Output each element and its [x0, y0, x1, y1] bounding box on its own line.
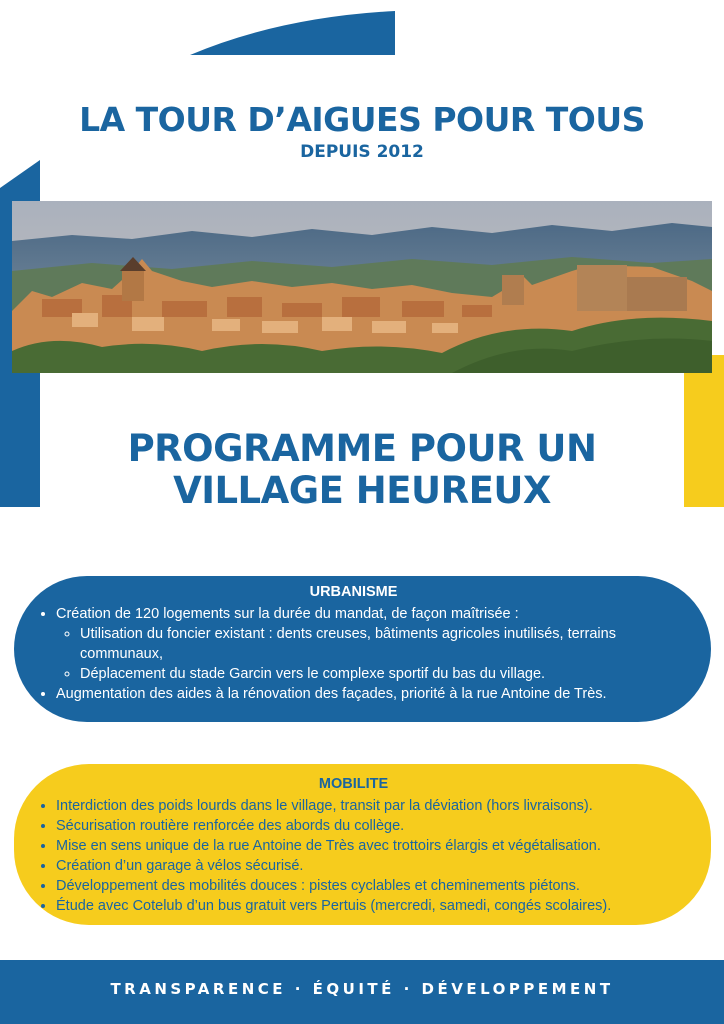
list-item: ◦ Utilisation du foncier existant : dents creuses, bâtiments agricoles inutilisés, terrains communaux,: [80, 624, 671, 664]
urbanisme-sublist: [56, 624, 671, 684]
programme-title-line-1: PROGRAMME POUR UN: [127, 427, 597, 470]
top-decorative-shape: [190, 11, 395, 55]
mobilite-panel: [14, 764, 711, 925]
list-item: [56, 604, 671, 684]
footer-banner: [0, 960, 724, 1024]
urbanisme-panel: [14, 576, 711, 722]
urbanisme-title: URBANISME: [309, 584, 398, 600]
urbanisme-item-1: Création de 120 logements sur la durée du mandat, de façon maîtrisée :: [56, 606, 519, 622]
mobilite-title: MOBILITE: [318, 776, 389, 792]
mobilite-list: [36, 796, 671, 916]
list-item: • Mise en sens unique de la rue Antoine de Très avec trottoirs élargis et végétalisation.: [56, 836, 671, 856]
footer-slogan: TRANSPARENCE · ÉQUITÉ · DÉVELOPPEMENT: [110, 980, 614, 998]
village-panorama-image: [12, 201, 712, 373]
urbanisme-list: [36, 604, 671, 704]
list-item: • Création d’un garage à vélos sécurisé.: [56, 856, 671, 876]
programme-title: [0, 428, 724, 512]
programme-title-line-2: VILLAGE HEUREUX: [173, 469, 551, 512]
list-item: • Sécurisation routière renforcée des abords du collège.: [56, 816, 671, 836]
list-item: • Étude avec Cotelub d’un bus gratuit vers Pertuis (mercredi, samedi, congés scolaires).: [56, 896, 671, 916]
list-item: • Développement des mobilités douces : pistes cyclables et cheminements piétons.: [56, 876, 671, 896]
page-subtitle: DEPUIS 2012: [300, 142, 424, 162]
list-item: • Augmentation des aides à la rénovation des façades, priorité à la rue Antoine de Très.: [56, 684, 671, 704]
list-item: • Interdiction des poids lourds dans le village, transit par la déviation (hors livraisons).: [56, 796, 671, 816]
list-item: ◦ Déplacement du stade Garcin vers le complexe sportif du bas du village.: [80, 664, 671, 684]
page-title: LA TOUR D’AIGUES POUR TOUS: [79, 100, 645, 139]
